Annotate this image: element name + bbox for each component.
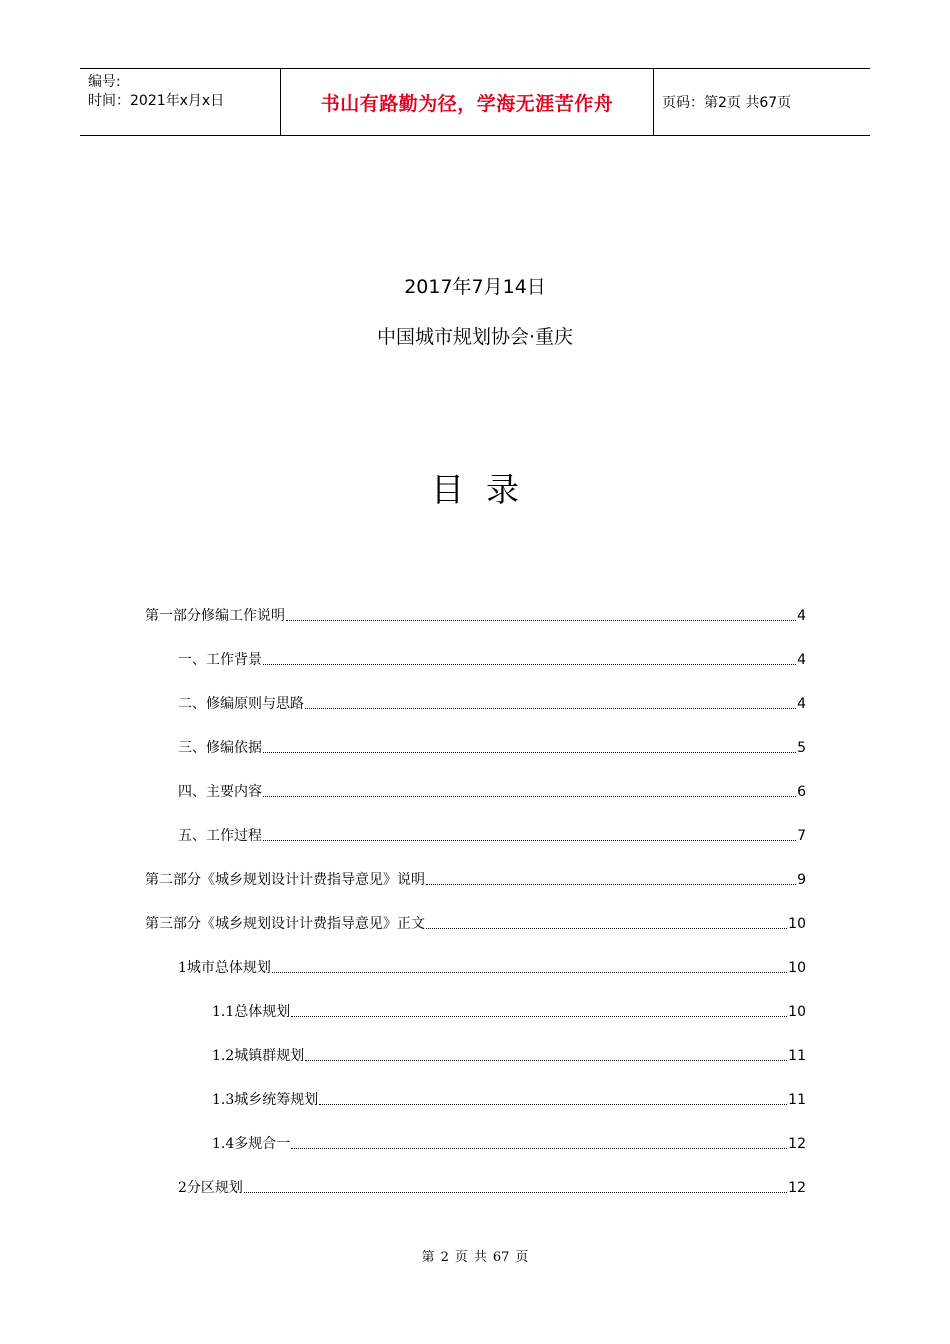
toc-dot-leader	[305, 696, 796, 709]
toc-entry-text: 第三部分《城乡规划设计计费指导意见》正文	[145, 916, 425, 932]
cover-date: 2017年7月14日	[404, 276, 546, 298]
time-label: 时间：2021年x月x日	[88, 93, 225, 109]
toc-entry[interactable]	[178, 737, 806, 757]
toc-entry-page: 5	[797, 740, 806, 756]
toc-entry-text: 1.4多规合一	[212, 1136, 291, 1152]
toc-entry[interactable]	[178, 693, 806, 713]
page-info: 页码：第2页 共67页	[662, 95, 792, 111]
toc-entry-text: 一、工作背景	[178, 652, 262, 668]
toc-entry-page: 10	[788, 1004, 806, 1020]
toc-entry[interactable]	[212, 1045, 806, 1065]
footer-page-number: 2	[440, 1250, 449, 1265]
toc-entry-page: 6	[797, 784, 806, 800]
toc-entry-page: 4	[797, 652, 806, 668]
toc-dot-leader	[291, 1136, 787, 1149]
toc-entry-page: 10	[788, 916, 806, 932]
toc-dot-leader	[244, 1180, 787, 1193]
toc-entry[interactable]	[145, 605, 806, 625]
toc-entry-text: 五、工作过程	[178, 828, 262, 844]
footer-di: 第	[421, 1250, 435, 1265]
toc-dot-leader	[305, 1048, 787, 1061]
toc-entry-text: 2分区规划	[178, 1180, 243, 1196]
toc-dot-leader	[426, 916, 787, 929]
toc-entry-text: 1.2城镇群规划	[212, 1048, 305, 1064]
toc-entry[interactable]	[212, 1001, 806, 1021]
toc-dot-leader	[426, 872, 796, 885]
toc-entry-page: 4	[797, 696, 806, 712]
toc-entry-text: 第一部分修编工作说明	[145, 608, 285, 624]
toc-entry-text: 1.3城乡统筹规划	[212, 1092, 319, 1108]
toc-dot-leader	[263, 740, 796, 753]
toc-dot-leader	[263, 652, 796, 665]
toc-entry[interactable]	[212, 1133, 806, 1153]
toc-entry[interactable]	[212, 1089, 806, 1109]
header-meta-cell	[80, 69, 281, 135]
toc-entry[interactable]	[145, 913, 806, 933]
toc-entry[interactable]	[178, 649, 806, 669]
document-header	[80, 68, 870, 136]
toc-entry-page: 11	[788, 1048, 806, 1064]
footer-total-pages: 67	[492, 1250, 510, 1265]
toc-entry[interactable]	[145, 869, 806, 889]
header-motto-cell	[281, 69, 654, 135]
page-footer	[0, 1246, 950, 1265]
toc-title: 目录	[431, 470, 541, 509]
toc-entry-text: 四、主要内容	[178, 784, 262, 800]
toc-entry-text: 第二部分《城乡规划设计计费指导意见》说明	[145, 872, 425, 888]
toc-entry[interactable]	[178, 1177, 806, 1197]
toc-entry-page: 7	[797, 828, 806, 844]
toc-entry-page: 12	[788, 1180, 806, 1196]
toc-entry-page: 12	[788, 1136, 806, 1152]
toc-entry-page: 11	[788, 1092, 806, 1108]
footer-gong: 共	[473, 1250, 487, 1265]
toc-entry-text: 二、修编原则与思路	[178, 696, 304, 712]
toc-dot-leader	[272, 960, 787, 973]
cover-organization: 中国城市规划协会·重庆	[376, 326, 574, 348]
toc-entry[interactable]	[178, 825, 806, 845]
toc-entry-page: 9	[797, 872, 806, 888]
toc-entry[interactable]	[178, 781, 806, 801]
toc-dot-leader	[291, 1004, 787, 1017]
number-label: 编号:	[88, 74, 121, 90]
toc-dot-leader	[319, 1092, 787, 1105]
toc-dot-leader	[263, 784, 796, 797]
toc-dot-leader	[263, 828, 796, 841]
toc-entry-text: 1城市总体规划	[178, 960, 271, 976]
toc-entry-text: 三、修编依据	[178, 740, 262, 756]
toc-dot-leader	[286, 608, 796, 621]
toc-entry-text: 1.1总体规划	[212, 1004, 291, 1020]
footer-ye2: 页	[515, 1250, 529, 1265]
header-page-cell	[654, 69, 870, 135]
motto-text: 书山有路勤为径，学海无涯苦作舟	[320, 92, 614, 115]
toc-entry-page: 4	[797, 608, 806, 624]
toc-entry[interactable]	[178, 957, 806, 977]
toc-entry-page: 10	[788, 960, 806, 976]
footer-ye: 页	[454, 1250, 468, 1265]
